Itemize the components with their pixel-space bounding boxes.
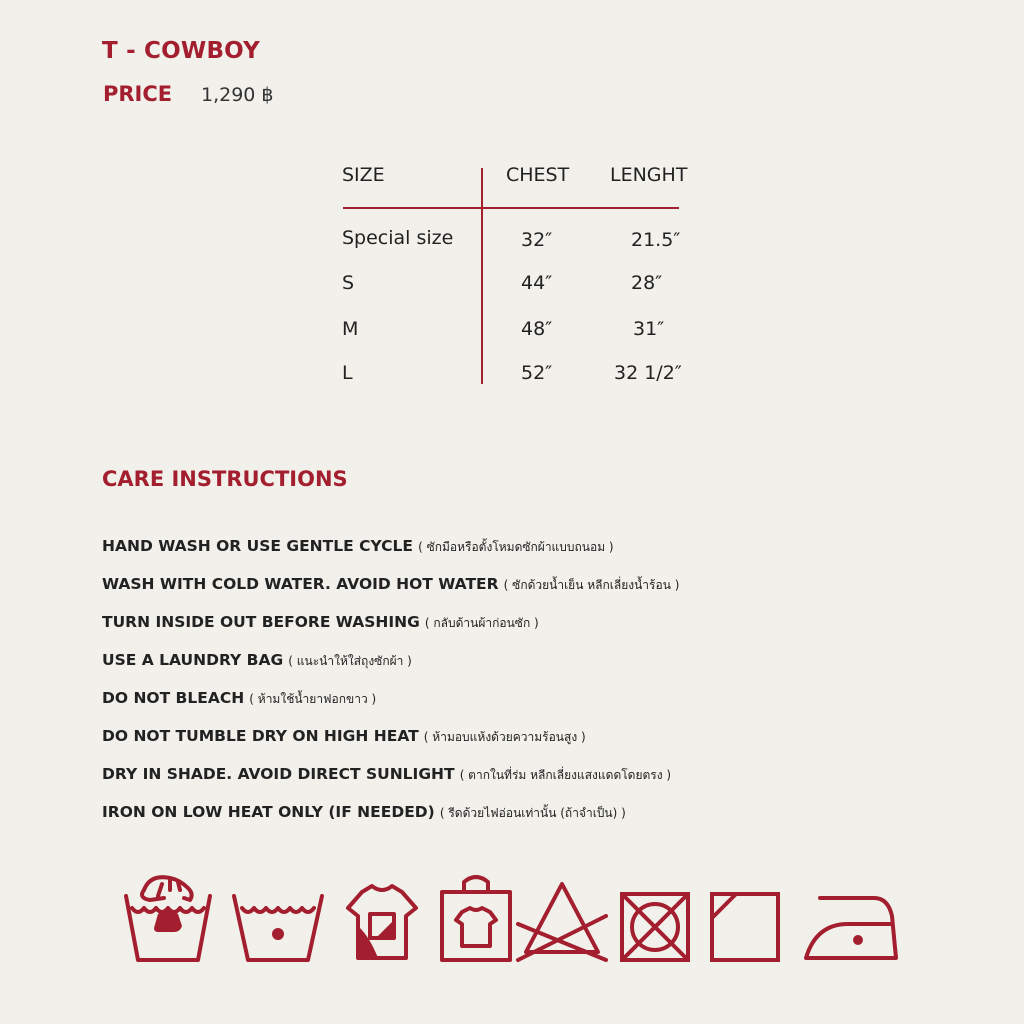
length-cell: 28″ xyxy=(631,272,663,294)
length-cell: 31″ xyxy=(633,318,665,340)
price-label: PRICE xyxy=(103,82,173,106)
care-item-main: HAND WASH OR USE GENTLE CYCLE xyxy=(102,537,413,555)
care-item-thai: ( แนะนำให้ใส่ถุงซักผ้า ) xyxy=(288,654,412,668)
iron-low-heat-icon xyxy=(802,868,902,968)
length-header: LENGHT xyxy=(610,164,688,186)
no-bleach-icon xyxy=(512,868,612,968)
laundry-bag-icon xyxy=(426,868,526,968)
care-item xyxy=(102,687,679,725)
product-title: T - COWBOY xyxy=(102,38,260,64)
care-item-thai: ( ห้ามใช้น้ำยาฟอกขาว ) xyxy=(249,692,377,706)
care-item xyxy=(102,535,679,573)
care-item-main: DRY IN SHADE. AVOID DIRECT SUNLIGHT xyxy=(102,765,455,783)
chest-header: CHEST xyxy=(506,164,570,186)
chest-cell: 44″ xyxy=(521,272,553,294)
inside-out-icon xyxy=(332,868,432,968)
chest-cell: 48″ xyxy=(521,318,553,340)
table-divider-vertical xyxy=(481,168,483,384)
care-item-main: IRON ON LOW HEAT ONLY (IF NEEDED) xyxy=(102,803,435,821)
care-item-main: DO NOT BLEACH xyxy=(102,689,245,707)
chest-cell: 32″ xyxy=(521,229,553,251)
price-value: 1,290 ฿ xyxy=(201,84,274,106)
care-item xyxy=(102,649,679,687)
care-item xyxy=(102,725,679,763)
chest-cell: 52″ xyxy=(521,362,553,384)
dry-in-shade-icon xyxy=(706,868,806,968)
size-cell: M xyxy=(342,318,359,340)
care-item-thai: ( ซักมือหรือตั้งโหมดซักผ้าแบบถนอม ) xyxy=(418,540,614,554)
care-item xyxy=(102,763,679,801)
hand-wash-icon xyxy=(118,868,218,968)
size-cell: S xyxy=(342,272,355,294)
care-icons-row xyxy=(0,868,1024,968)
table-divider-horizontal xyxy=(343,207,679,209)
care-item-main: TURN INSIDE OUT BEFORE WASHING xyxy=(102,613,420,631)
no-tumble-dry-icon xyxy=(616,868,716,968)
care-item-thai: ( ตากในที่ร่ม หลีกเลี่ยงแสงแดดโดยตรง ) xyxy=(459,768,672,782)
length-cell: 32 1/2″ xyxy=(614,362,682,384)
care-item-thai: ( กลับด้านผ้าก่อนซัก ) xyxy=(424,616,539,630)
care-list xyxy=(102,535,679,839)
care-item-thai: ( ซักด้วยน้ำเย็น หลีกเลี่ยงน้ำร้อน ) xyxy=(503,578,680,592)
care-item-thai: ( ห้ามอบแห้งด้วยความร้อนสูง ) xyxy=(423,730,586,744)
care-item-main: DO NOT TUMBLE DRY ON HIGH HEAT xyxy=(102,727,419,745)
size-header: SIZE xyxy=(342,164,385,186)
care-item xyxy=(102,801,679,839)
care-title: CARE INSTRUCTIONS xyxy=(102,467,348,491)
length-cell: 21.5″ xyxy=(631,229,681,251)
size-cell: Special size xyxy=(342,227,454,249)
care-item-thai: ( รีดด้วยไฟอ่อนเท่านั้น (ถ้าจำเป็น) ) xyxy=(439,806,626,820)
care-item xyxy=(102,611,679,649)
care-item-main: USE A LAUNDRY BAG xyxy=(102,651,284,669)
size-cell: L xyxy=(342,362,353,384)
care-item xyxy=(102,573,679,611)
cold-wash-icon xyxy=(228,868,328,968)
care-item-main: WASH WITH COLD WATER. AVOID HOT WATER xyxy=(102,575,499,593)
